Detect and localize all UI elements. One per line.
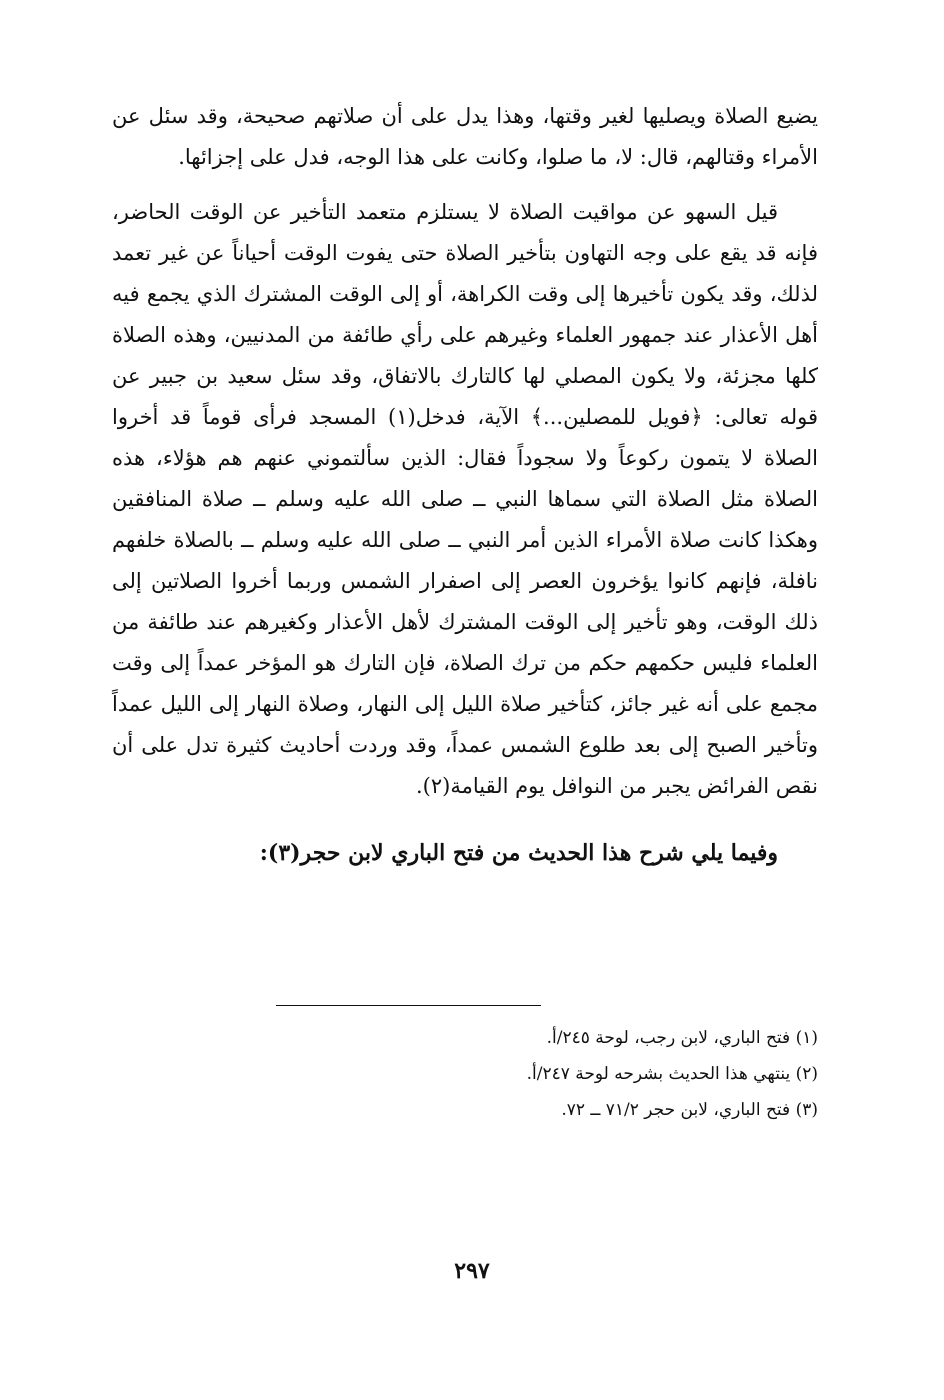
page-number: ٢٩٧ [454, 1258, 490, 1284]
footnotes [112, 1020, 818, 1128]
paragraph-2: قيل السهو عن مواقيت الصلاة لا يستلزم متعمد التأخير عن الوقت الحاضر، فإنه قد يقع على وجه التهاون بتأخير الصلاة حتى يفوت الوقت أحياناً عن غير تعمد لذلك، وقد يكون تأخيرها إلى وقت الكراهة، أو إلى الوقت المشترك الذي يجمع فيه أهل الأعذار عند جمهور العلماء وغيرهم على رأي طائفة من المدنيين، وهذه الصلاة كلها مجزئة، ولا يكون المصلي لها كالتارك بالاتفاق، وقد سئل سعيد بن جبير عن قوله تعالى: ﴿فويل للمصلين...﴾ الآية، فدخل(١) المسجد فرأى قوماً قد أخروا الصلاة لا يتمون ركوعاً ولا سجوداً فقال: الذين سألتموني عنهم هم هؤلاء، هذه الصلاة مثل الصلاة التي سماها النبي ــ صلى الله عليه وسلم ــ صلاة المنافقين وهكذا كانت صلاة الأمراء الذين أمر النبي ــ صلى الله عليه وسلم ــ بالصلاة خلفهم نافلة، فإنهم كانوا يؤخرون العصر إلى اصفرار الشمس وربما أخروا الصلاتين إلى ذلك الوقت، وهو تأخير إلى الوقت المشترك لأهل الأعذار وكغيرهم عند طائفة من العلماء فليس حكمهم حكم من ترك الصلاة، فإن التارك هو المؤخر عمداً إلى وقت مجمع على أنه غير جائز، كتأخير صلاة الليل إلى النهار، وصلاة النهار إلى الليل عمداً وتأخير الصبح إلى بعد طلوع الشمس عمداً، وقد وردت أحاديث كثيرة تدل على أن نقص الفرائض يجبر من النوافل يوم القيامة(٢). [112, 200, 818, 798]
section-lead-in: وفيما يلي شرح هذا الحديث من فتح الباري لابن حجر(٣): [259, 840, 778, 866]
page-body [112, 96, 818, 873]
footnote-2: (٢) ينتهي هذا الحديث بشرحه لوحة ٢٤٧/أ. [526, 1064, 818, 1084]
footnote-1: (١) فتح الباري، لابن رجب، لوحة ٢٤٥/أ. [546, 1028, 818, 1048]
footnote-divider [276, 1005, 541, 1006]
footnote-3: (٣) فتح الباري، لابن حجر ٧١/٢ ــ ٧٢. [561, 1100, 818, 1120]
paragraph-1: يضيع الصلاة ويصليها لغير وقتها، وهذا يدل على أن صلاتهم صحيحة، وقد سئل عن الأمراء وقتالهم، قال: لا، ما صلوا، وكانت على هذا الوجه، فدل على إجزائها. [112, 104, 818, 169]
